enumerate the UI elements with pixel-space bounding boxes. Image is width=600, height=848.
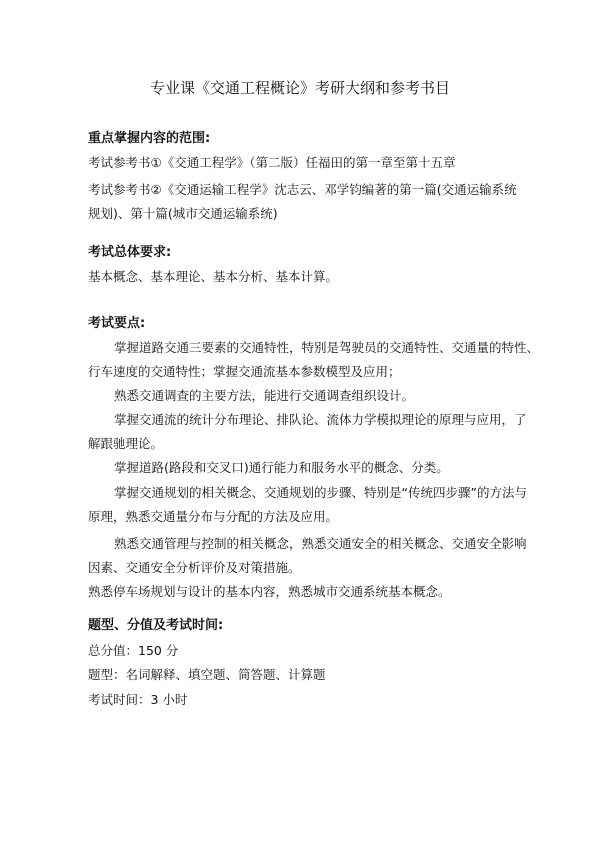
points-line: 解跟驰理论。	[88, 436, 164, 451]
points-line: 掌握交通规划的相关概念、交通规划的步骤、特别是“传统四步骤”的方法与	[114, 485, 527, 500]
points-line: 熟悉停车场规划与设计的基本内容，熟悉城市交通系统基本概念。	[88, 584, 451, 599]
format-heading: 题型、分值及考试时间:	[88, 618, 224, 633]
points-line: 掌握道路交通三要素的交通特性，特别是驾驶员的交通特性、交通量的特性、	[114, 340, 540, 355]
points-line: 掌握交通流的统计分布理论、排队论、流体力学模拟理论的原理与应用，了	[114, 412, 527, 427]
question-types-line: 题型：名词解释、填空题、简答题、计算题	[88, 667, 326, 682]
scope-line: 考试参考书①《交通工程学》（第二版）任福田的第一章至第十五章	[88, 155, 456, 170]
scope-heading: 重点掌握内容的范围:	[88, 131, 211, 146]
overall-line: 基本概念、基本理论、基本分析、基本计算。	[88, 269, 339, 284]
scope-line: 规划)、第十篇(城市交通运输系统)	[88, 206, 278, 221]
points-line: 熟悉交通管理与控制的相关概念，熟悉交通安全的相关概念、交通安全影响	[114, 536, 527, 551]
total-score-line: 总分值：150 分	[88, 643, 179, 658]
exam-time-line: 考试时间：3 小时	[88, 692, 188, 707]
points-heading: 考试要点:	[88, 316, 146, 331]
points-line: 掌握道路(路段和交叉口)通行能力和服务水平的概念、分类。	[114, 460, 449, 475]
overall-heading: 考试总体要求:	[88, 245, 172, 260]
points-line: 因素、交通安全分析评价及对策措施。	[88, 560, 301, 575]
scope-line: 考试参考书②《交通运输工程学》沈志云、邓学钧编著的第一篇(交通运输系统	[88, 182, 517, 197]
points-line: 熟悉交通调查的主要方法，能进行交通调查组织设计。	[114, 388, 415, 403]
points-line: 原理，熟悉交通量分布与分配的方法及应用。	[88, 509, 339, 524]
document-title: 专业课《交通工程概论》考研大纲和参考书目	[149, 79, 450, 97]
points-line: 行车速度的交通特性；掌握交通流基本参数模型及应用；	[88, 364, 401, 379]
